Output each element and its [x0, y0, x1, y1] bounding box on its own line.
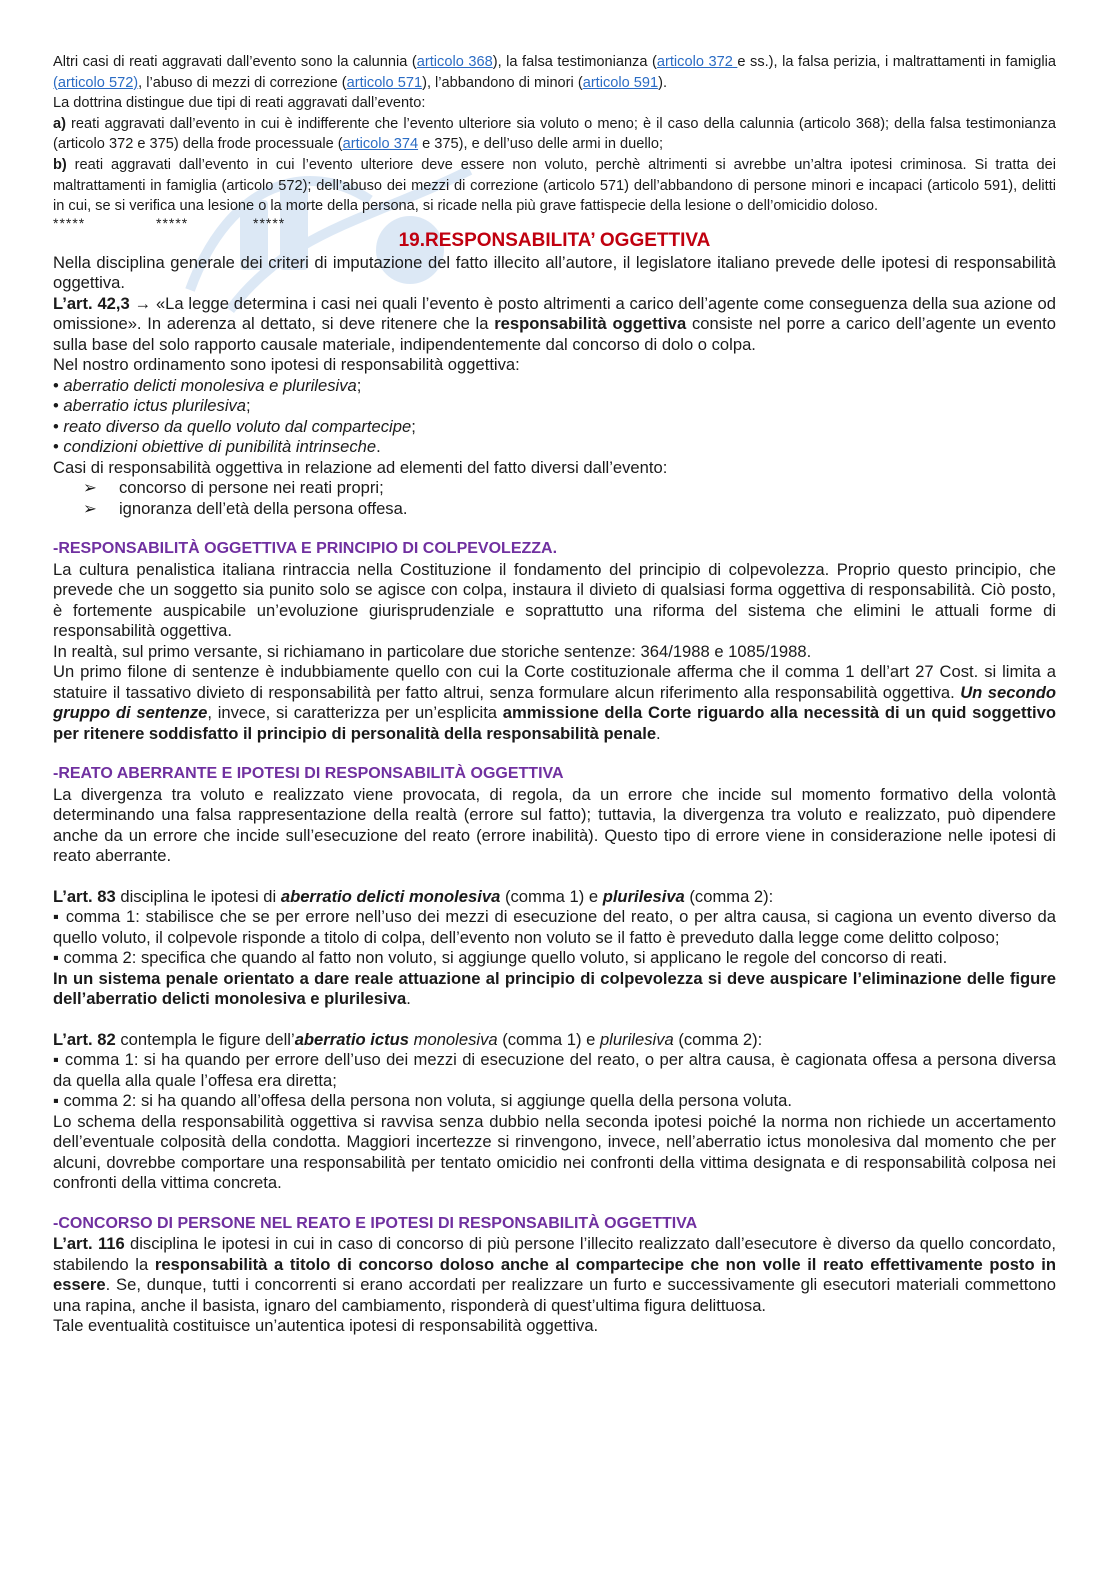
separator-stars: [53, 214, 1056, 231]
text: .: [406, 989, 411, 1009]
article-label: L’art. 42,3: [53, 293, 130, 313]
arrow-bullet-icon: ➢: [83, 478, 97, 498]
heading-colpevolezza: -RESPONSABILITÀ OGGETTIVA E PRINCIPIO DI COLPEVOLEZZA.: [53, 540, 558, 558]
text: ), la falsa testimonianza (: [492, 54, 657, 70]
arrow-list-item: [53, 478, 1056, 499]
paragraph-art-82: [53, 1030, 1056, 1051]
list-item: [53, 437, 1056, 458]
link-articolo-591[interactable]: articolo 591: [582, 74, 659, 91]
bold-text: In un sistema penale orientato a dare reale attuazione al principio di colpevolezza si deve auspicare l’eliminazione delle figure dell’aberratio delicti monolesiva e plurilesiva: [53, 968, 1056, 1009]
text: , l’abuso di mezzi di correzione (: [138, 74, 347, 91]
article-label: L’art. 82: [53, 1029, 116, 1049]
text: Un primo filone di sentenze è indubbiamente quello con cui la Corte costituzionale afferma che il comma 1 dell’art 27 Cost. si limita a statuire il tassativo divieto di responsabilità per fatto altrui, senza formulare alcun riferimento alla responsabilità oggettiva.: [53, 662, 1056, 702]
arrow-list-item: [53, 499, 1056, 520]
stars-3: *****: [253, 214, 286, 231]
heading-concorso: -CONCORSO DI PERSONE NEL REATO E IPOTESI DI RESPONSABILITÀ OGGETTIVA: [53, 1214, 698, 1232]
text: (comma 2):: [684, 886, 774, 906]
bold-italic-text: plurilesiva: [602, 886, 685, 906]
spacer: [53, 867, 1056, 887]
comma-item: ▪ comma 2: specifica che quando al fatto non voluto, si aggiunge quello voluto, si applicano le regole del concorso di reati.: [53, 948, 948, 968]
paragraph: Nella disciplina generale dei criteri di imputazione del fatto illecito all’autore, il legislatore italiano prevede delle ipotesi di responsabilità oggettiva.: [53, 252, 1056, 293]
paragraph: Lo schema della responsabilità oggettiva si ravvisa senza dubbio nella seconda ipotesi poiché la norma non richiede un accertamento dell’eventuale colposità della condotta. Maggiori incertezze si rinvengono, invece, nell’aberratio ictus monolesiva dal momento che per alcuni, dovrebbe comportare una responsabilità per tentato omicidio nei confronti della vittima designata e di responsabilità colposa nei confronti della vittima concreta.: [53, 1111, 1056, 1193]
bold-italic-text: aberratio ictus: [294, 1029, 410, 1049]
section-19-body: [53, 253, 1056, 520]
text: reato diverso da quello voluto dal compartecipe: [63, 416, 412, 436]
text: ignoranza dell’età della persona offesa.: [119, 498, 408, 518]
paragraph: Nel nostro ordinamento sono ipotesi di responsabilità oggettiva:: [53, 355, 520, 375]
spacer: [53, 1010, 1056, 1030]
text: reati aggravati dall’evento in cui è indifferente che l’evento ulteriore sia voluto o meno; è il caso della calunnia (articolo 368); della falsa testimonianza (articolo 372 e 375) della frode processuale (: [53, 115, 1056, 153]
link-articolo-368[interactable]: articolo 368: [416, 54, 493, 70]
article-label: L’art. 116: [53, 1234, 125, 1254]
intro-block: [53, 52, 1056, 217]
point-label: a): [53, 115, 66, 132]
text: Altri casi di reati aggravati dall’evento sono la calunnia (: [53, 54, 417, 70]
document-page: [53, 52, 1056, 1337]
text: concorso di persone nei reati propri;: [119, 478, 384, 498]
stars-1: *****: [53, 214, 86, 231]
text: e ss.), la falsa perizia, i maltrattamenti in famiglia: [737, 54, 1056, 70]
section-title: 19.RESPONSABILITA’ OGGETTIVA: [398, 229, 711, 251]
paragraph: Tale eventualità costituisce un’autentica ipotesi di responsabilità oggettiva.: [53, 1316, 599, 1336]
italic-text: plurilesiva: [599, 1029, 674, 1049]
link-articolo-374[interactable]: articolo 374: [342, 136, 419, 153]
text: ;: [356, 375, 362, 395]
text: (comma 2):: [673, 1029, 763, 1049]
bullet-icon: •: [53, 437, 64, 457]
intro-paragraph-1: [53, 52, 1056, 93]
link-articolo-571[interactable]: articolo 571: [346, 74, 423, 91]
text: .: [656, 723, 661, 743]
text: reati aggravati dall’evento in cui l’evento ulteriore deve essere non voluto, perchè altrimenti si avrebbe un’altra ipotesi criminosa. Si tratta dei maltrattamenti in famiglia (articolo 572); dell’abuso dei mezzi di correzione (articolo 571) dell’abbandono di persone minori e incapaci (articolo 591), delitti in cui, se si verifica una lesione o la morte della persona, si ricade nella più grave fattispecie della lesione o dell’omicidio doloso.: [53, 156, 1056, 215]
link-articolo-572[interactable]: (articolo 572): [53, 74, 139, 91]
article-label: L’art. 83: [53, 886, 116, 906]
text: condizioni obiettive di punibilità intrinseche: [63, 437, 377, 457]
paragraph: La divergenza tra voluto e realizzato viene provocata, di regola, da un errore che incide sul momento formativo della volontà determinando una falsa rappresentazione della realtà (errore sul fatto); tuttavia, la divergenza tra voluto e realizzato, può dipendere anche da un errore che incide sull’esecuzione del reato (errore inabilità). Questo tipo di errore viene in considerazione nelle ipotesi di reato aberrante.: [53, 784, 1056, 866]
bold-text: responsabilità oggettiva: [494, 314, 687, 334]
text: .: [376, 437, 381, 457]
bold-italic-text: aberratio delicti monolesiva: [280, 886, 501, 906]
text: (comma 1) e: [500, 886, 603, 906]
paragraph-art-116: [53, 1234, 1056, 1316]
text: aberratio delicti monolesiva e plurilesiva: [63, 375, 357, 395]
text: contempla le figure dell’: [115, 1029, 295, 1049]
bullet-icon: •: [53, 375, 64, 395]
intro-point-b: [53, 155, 1056, 217]
text: consiste nel porre a carico dell’agente un evento sulla base del solo rapporto causale materiale, indipendentemente dal concorso di dolo o colpa.: [53, 314, 1056, 354]
intro-paragraph-2: La dottrina distingue due tipi di reati aggravati dall’evento:: [53, 95, 426, 112]
paragraph-art-83: [53, 887, 1056, 908]
list-item: [53, 417, 1056, 438]
text: aberratio ictus plurilesiva: [63, 396, 247, 416]
bold-text: responsabilità a titolo di concorso doloso anche al compartecipe che non volle il reato effettivamente posto in essere: [53, 1254, 1056, 1295]
arrow-icon: →: [129, 293, 156, 313]
text: e 375), e dell’uso delle armi in duello;: [418, 136, 664, 153]
arrow-bullet-icon: ➢: [83, 498, 97, 518]
paragraph: [53, 662, 1056, 744]
bold-italic-text: Un secondo gruppo di sentenze: [53, 682, 1056, 723]
link-articolo-372[interactable]: articolo 372: [656, 54, 738, 70]
concorso-body: [53, 1234, 1056, 1337]
bullet-icon: •: [53, 396, 64, 416]
text: ;: [246, 396, 251, 416]
paragraph: La cultura penalistica italiana rintraccia nella Costituzione il fondamento del principio di colpevolezza. Proprio questo principio, che prevede che un soggetto sia punito solo se agisce con colpa, instaura il divieto di qualsiasi forma oggettiva di responsabilità. Ciò posto, è fortemente auspicabile un’evoluzione giurisprudenziale e soprattutto una riforma del sistema che elimini le attuali forme di responsabilità oggettiva.: [53, 559, 1056, 641]
aberrante-body: [53, 785, 1056, 1194]
stars-2: *****: [156, 214, 189, 231]
paragraph: Casi di responsabilità oggettiva in relazione ad elementi del fatto diversi dall’evento:: [53, 457, 668, 477]
bold-text: ammissione della Corte riguardo alla necessità di un quid soggettivo per ritenere soddisfatto il principio di personalità della responsabilità penale: [53, 703, 1056, 743]
text: ;: [411, 416, 416, 436]
list-item: [53, 396, 1056, 417]
paragraph-art-42: [53, 294, 1056, 356]
text: . Se, dunque, tutti i concorrenti si erano accordati per realizzare un furto e successivamente gli esecutori materiali commettono una rapina, anche il basista, ignaro del cambiamento, risponderà di quest’ultima figura delittuosa.: [53, 1275, 1056, 1315]
text: disciplina le ipotesi in cui in caso di concorso di più persone l’illecito realizzato dall’esecutore è diverso da quello concordato, stabilendo la: [53, 1234, 1056, 1274]
italic-text: monolesiva: [409, 1029, 498, 1049]
comma-item: ▪ comma 2: si ha quando all’offesa della persona non voluta, si aggiunge quella della persona voluta.: [53, 1091, 792, 1111]
colpevolezza-body: [53, 560, 1056, 745]
intro-point-a: [53, 114, 1056, 155]
comma-item: ▪ comma 1: si ha quando per errore dell’uso dei mezzi di esecuzione del reato, o per altra causa, è cagionata offesa a persona diversa da quella alla quale l’offesa era diretta;: [53, 1050, 1056, 1090]
text: «La legge determina i casi nei quali l’evento è posto altrimenti a carico dell’agente come conseguenza della sua azione od omissione». In aderenza al dettato, si deve ritenere che la: [53, 293, 1056, 334]
text: , invece, si caratterizza per un’esplicita: [207, 703, 503, 723]
text: ).: [658, 74, 668, 91]
text: (comma 1) e: [497, 1029, 600, 1049]
comma-item: ▪ comma 1: stabilisce che se per errore nell’uso dei mezzi di esecuzione del reato, o per altra causa, si cagiona un evento diverso da quello voluto, il colpevole risponde a titolo di colpa, dell’evento non voluto se il fatto è preveduto dalla legge come delitto colposo;: [53, 907, 1056, 947]
paragraph: [53, 969, 1056, 1010]
text: disciplina le ipotesi di: [115, 886, 281, 906]
text: ), l’abbandono di minori (: [422, 74, 583, 91]
bullet-icon: •: [53, 416, 64, 436]
paragraph: In realtà, sul primo versante, si richiamano in particolare due storiche sentenze: 364/1988 e 1085/1988.: [53, 641, 812, 661]
list-item: [53, 376, 1056, 397]
heading-reato-aberrante: -REATO ABERRANTE E IPOTESI DI RESPONSABILITÀ OGGETTIVA: [53, 765, 564, 783]
point-label: b): [53, 156, 67, 173]
